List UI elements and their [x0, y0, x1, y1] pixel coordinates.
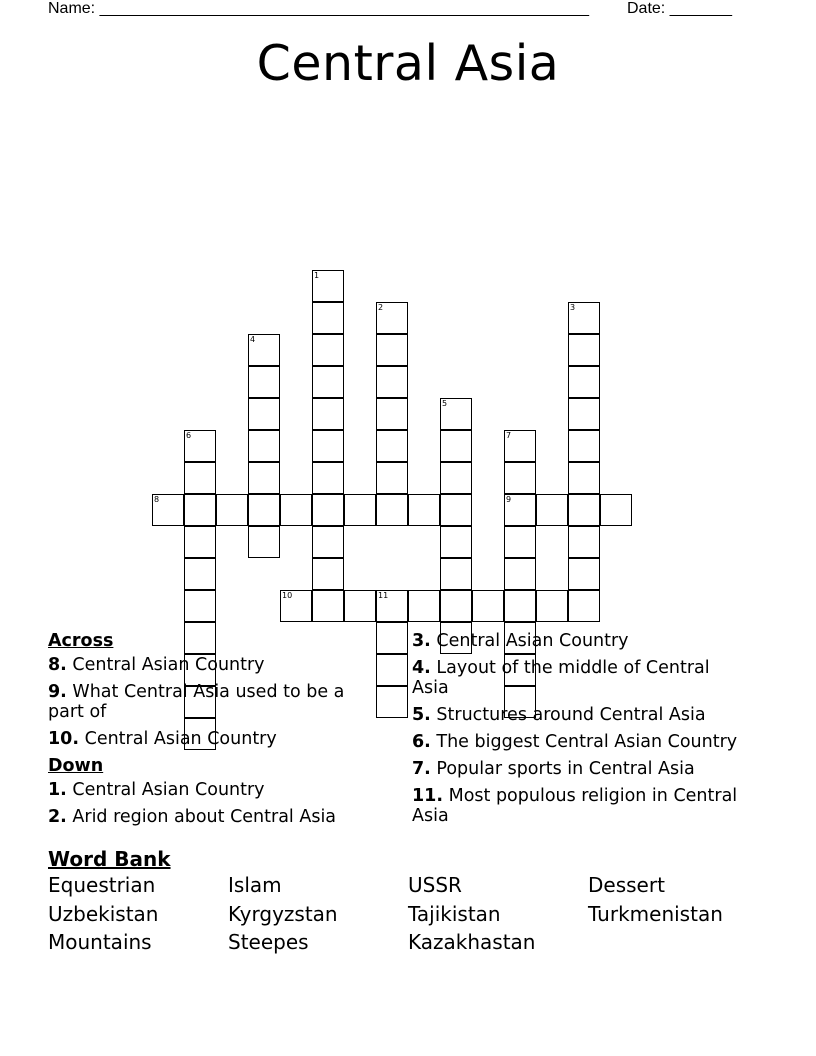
- crossword-cell[interactable]: [280, 590, 312, 622]
- crossword-cell[interactable]: [376, 398, 408, 430]
- word-bank-item: Equestrian: [48, 873, 156, 897]
- clue-text: What Central Asia used to be a part of: [48, 682, 345, 722]
- clue-text: Central Asian Country: [84, 729, 277, 749]
- name-field-line: Name: _______________________________________________________: [48, 0, 589, 17]
- clue-number-label: 7: [506, 431, 512, 440]
- crossword-cell[interactable]: [504, 494, 536, 526]
- crossword-cell[interactable]: [440, 494, 472, 526]
- clue-number: 11.: [412, 786, 444, 806]
- crossword-cell[interactable]: [568, 366, 600, 398]
- crossword-cell[interactable]: [184, 590, 216, 622]
- crossword-cell[interactable]: [312, 590, 344, 622]
- clue-text: Central Asian Country: [72, 780, 265, 800]
- crossword-cell[interactable]: [312, 366, 344, 398]
- crossword-cell[interactable]: [536, 494, 568, 526]
- crossword-cell[interactable]: [408, 494, 440, 526]
- crossword-cell[interactable]: [472, 590, 504, 622]
- date-field-line: Date: _______: [627, 0, 732, 17]
- crossword-cell[interactable]: [440, 462, 472, 494]
- clues-column-right: [412, 631, 742, 833]
- word-bank-item: Mountains: [48, 930, 152, 954]
- across-heading: Across: [48, 631, 114, 651]
- crossword-cell[interactable]: [248, 526, 280, 558]
- crossword-cell[interactable]: [568, 398, 600, 430]
- crossword-cell[interactable]: [440, 590, 472, 622]
- word-bank-item: USSR: [408, 873, 462, 897]
- clue-number: 1.: [48, 780, 67, 800]
- crossword-cell[interactable]: [568, 302, 600, 334]
- crossword-cell[interactable]: [312, 334, 344, 366]
- crossword-cell[interactable]: [600, 494, 632, 526]
- word-bank-item: Kazakhastan: [408, 930, 536, 954]
- word-bank-item: Kyrgyzstan: [228, 901, 338, 926]
- clue-number: 7.: [412, 759, 431, 779]
- clue-text: Layout of the middle of Central Asia: [412, 658, 710, 698]
- clue-text: Structures around Central Asia: [436, 705, 706, 725]
- clues-column-left: [48, 631, 378, 834]
- crossword-cell[interactable]: [248, 398, 280, 430]
- crossword-cell[interactable]: [440, 558, 472, 590]
- crossword-cell[interactable]: [344, 494, 376, 526]
- crossword-cell[interactable]: [312, 398, 344, 430]
- clue-number-label: 4: [250, 335, 256, 344]
- word-bank-item: Turkmenistan: [588, 901, 723, 926]
- word-bank: [48, 874, 768, 955]
- clue-number-label: 3: [570, 303, 576, 312]
- crossword-cell[interactable]: [248, 462, 280, 494]
- crossword-cell[interactable]: [440, 430, 472, 462]
- crossword-cell[interactable]: [440, 398, 472, 430]
- across-clue: [48, 655, 378, 675]
- clue-number: 5.: [412, 705, 431, 725]
- clue-number: 2.: [48, 807, 67, 827]
- crossword-cell[interactable]: [568, 558, 600, 590]
- word-bank-item: Islam: [228, 873, 282, 897]
- clue-number-label: 8: [154, 495, 160, 504]
- crossword-cell[interactable]: [248, 334, 280, 366]
- crossword-cell[interactable]: [184, 558, 216, 590]
- down-clue: [412, 732, 742, 752]
- crossword-cell[interactable]: [376, 462, 408, 494]
- clue-number-label: 5: [442, 399, 448, 408]
- crossword-cell[interactable]: [184, 526, 216, 558]
- crossword-cell[interactable]: [152, 494, 184, 526]
- crossword-cell[interactable]: [504, 430, 536, 462]
- crossword-cell[interactable]: [216, 494, 248, 526]
- clue-text: Arid region about Central Asia: [72, 807, 337, 827]
- word-bank-item: Steepes: [228, 930, 309, 954]
- crossword-cell[interactable]: [312, 302, 344, 334]
- down-heading: Down: [48, 756, 104, 776]
- crossword-cell[interactable]: [312, 494, 344, 526]
- down-clue: [48, 780, 378, 800]
- clue-number: 8.: [48, 655, 67, 675]
- clue-text: Central Asian Country: [72, 655, 265, 675]
- crossword-cell[interactable]: [376, 430, 408, 462]
- word-bank-title: Word Bank: [48, 847, 171, 871]
- crossword-cell[interactable]: [184, 462, 216, 494]
- crossword-cell[interactable]: [312, 270, 344, 302]
- crossword-cell[interactable]: [440, 526, 472, 558]
- word-bank-item: Dessert: [588, 873, 665, 897]
- crossword-cell[interactable]: [376, 686, 408, 718]
- clue-number-label: 1: [314, 271, 320, 280]
- crossword-cell[interactable]: [280, 494, 312, 526]
- crossword-cell[interactable]: [248, 494, 280, 526]
- crossword-cell[interactable]: [344, 590, 376, 622]
- crossword-cell[interactable]: [248, 430, 280, 462]
- crossword-cell[interactable]: [568, 590, 600, 622]
- crossword-cell[interactable]: [536, 590, 568, 622]
- word-bank-item: Tajikistan: [408, 901, 501, 926]
- crossword-cell[interactable]: [568, 526, 600, 558]
- clue-text: Most populous religion in Central Asia: [412, 786, 738, 826]
- crossword-cell[interactable]: [568, 494, 600, 526]
- across-clue: [48, 729, 378, 749]
- crossword-cell[interactable]: [376, 366, 408, 398]
- down-clue: [412, 631, 742, 651]
- crossword-cell[interactable]: [248, 366, 280, 398]
- crossword-cell[interactable]: [568, 334, 600, 366]
- clue-number-label: 2: [378, 303, 384, 312]
- crossword-cell[interactable]: [504, 558, 536, 590]
- crossword-cell[interactable]: [312, 462, 344, 494]
- crossword-cell[interactable]: [184, 430, 216, 462]
- clue-text: Central Asian Country: [436, 631, 629, 651]
- crossword-cell[interactable]: [408, 590, 440, 622]
- crossword-cell[interactable]: [376, 494, 408, 526]
- down-clue: [412, 658, 742, 698]
- word-bank-item: Uzbekistan: [48, 901, 159, 926]
- crossword-cell[interactable]: [376, 302, 408, 334]
- crossword-cell[interactable]: [312, 526, 344, 558]
- clue-number-label: 6: [186, 431, 192, 440]
- down-clue: [412, 786, 742, 826]
- crossword-cell[interactable]: [504, 590, 536, 622]
- clue-number: 9.: [48, 682, 67, 702]
- clue-number-label: 10: [282, 591, 293, 600]
- clue-number: 6.: [412, 732, 431, 752]
- clue-number: 4.: [412, 658, 431, 678]
- crossword-cell[interactable]: [504, 526, 536, 558]
- crossword-cell[interactable]: [376, 654, 408, 686]
- crossword-cell[interactable]: [312, 558, 344, 590]
- crossword-cell[interactable]: [568, 430, 600, 462]
- down-clue: [412, 759, 742, 779]
- clue-text: The biggest Central Asian Country: [436, 732, 738, 752]
- crossword-cell[interactable]: [376, 334, 408, 366]
- crossword-cell[interactable]: [376, 622, 408, 654]
- crossword-cell[interactable]: [184, 494, 216, 526]
- clue-number-label: 9: [506, 495, 512, 504]
- across-clue: [48, 682, 378, 722]
- down-clue: [412, 705, 742, 725]
- down-clue: [48, 807, 378, 827]
- crossword-cell[interactable]: [504, 462, 536, 494]
- clue-number-label: 11: [378, 591, 389, 600]
- crossword-cell[interactable]: [312, 430, 344, 462]
- clue-number: 10.: [48, 729, 80, 749]
- crossword-cell[interactable]: [568, 462, 600, 494]
- crossword-cell[interactable]: [376, 590, 408, 622]
- page-title: Central Asia: [256, 35, 560, 92]
- clue-text: Popular sports in Central Asia: [436, 759, 695, 779]
- clue-number: 3.: [412, 631, 431, 651]
